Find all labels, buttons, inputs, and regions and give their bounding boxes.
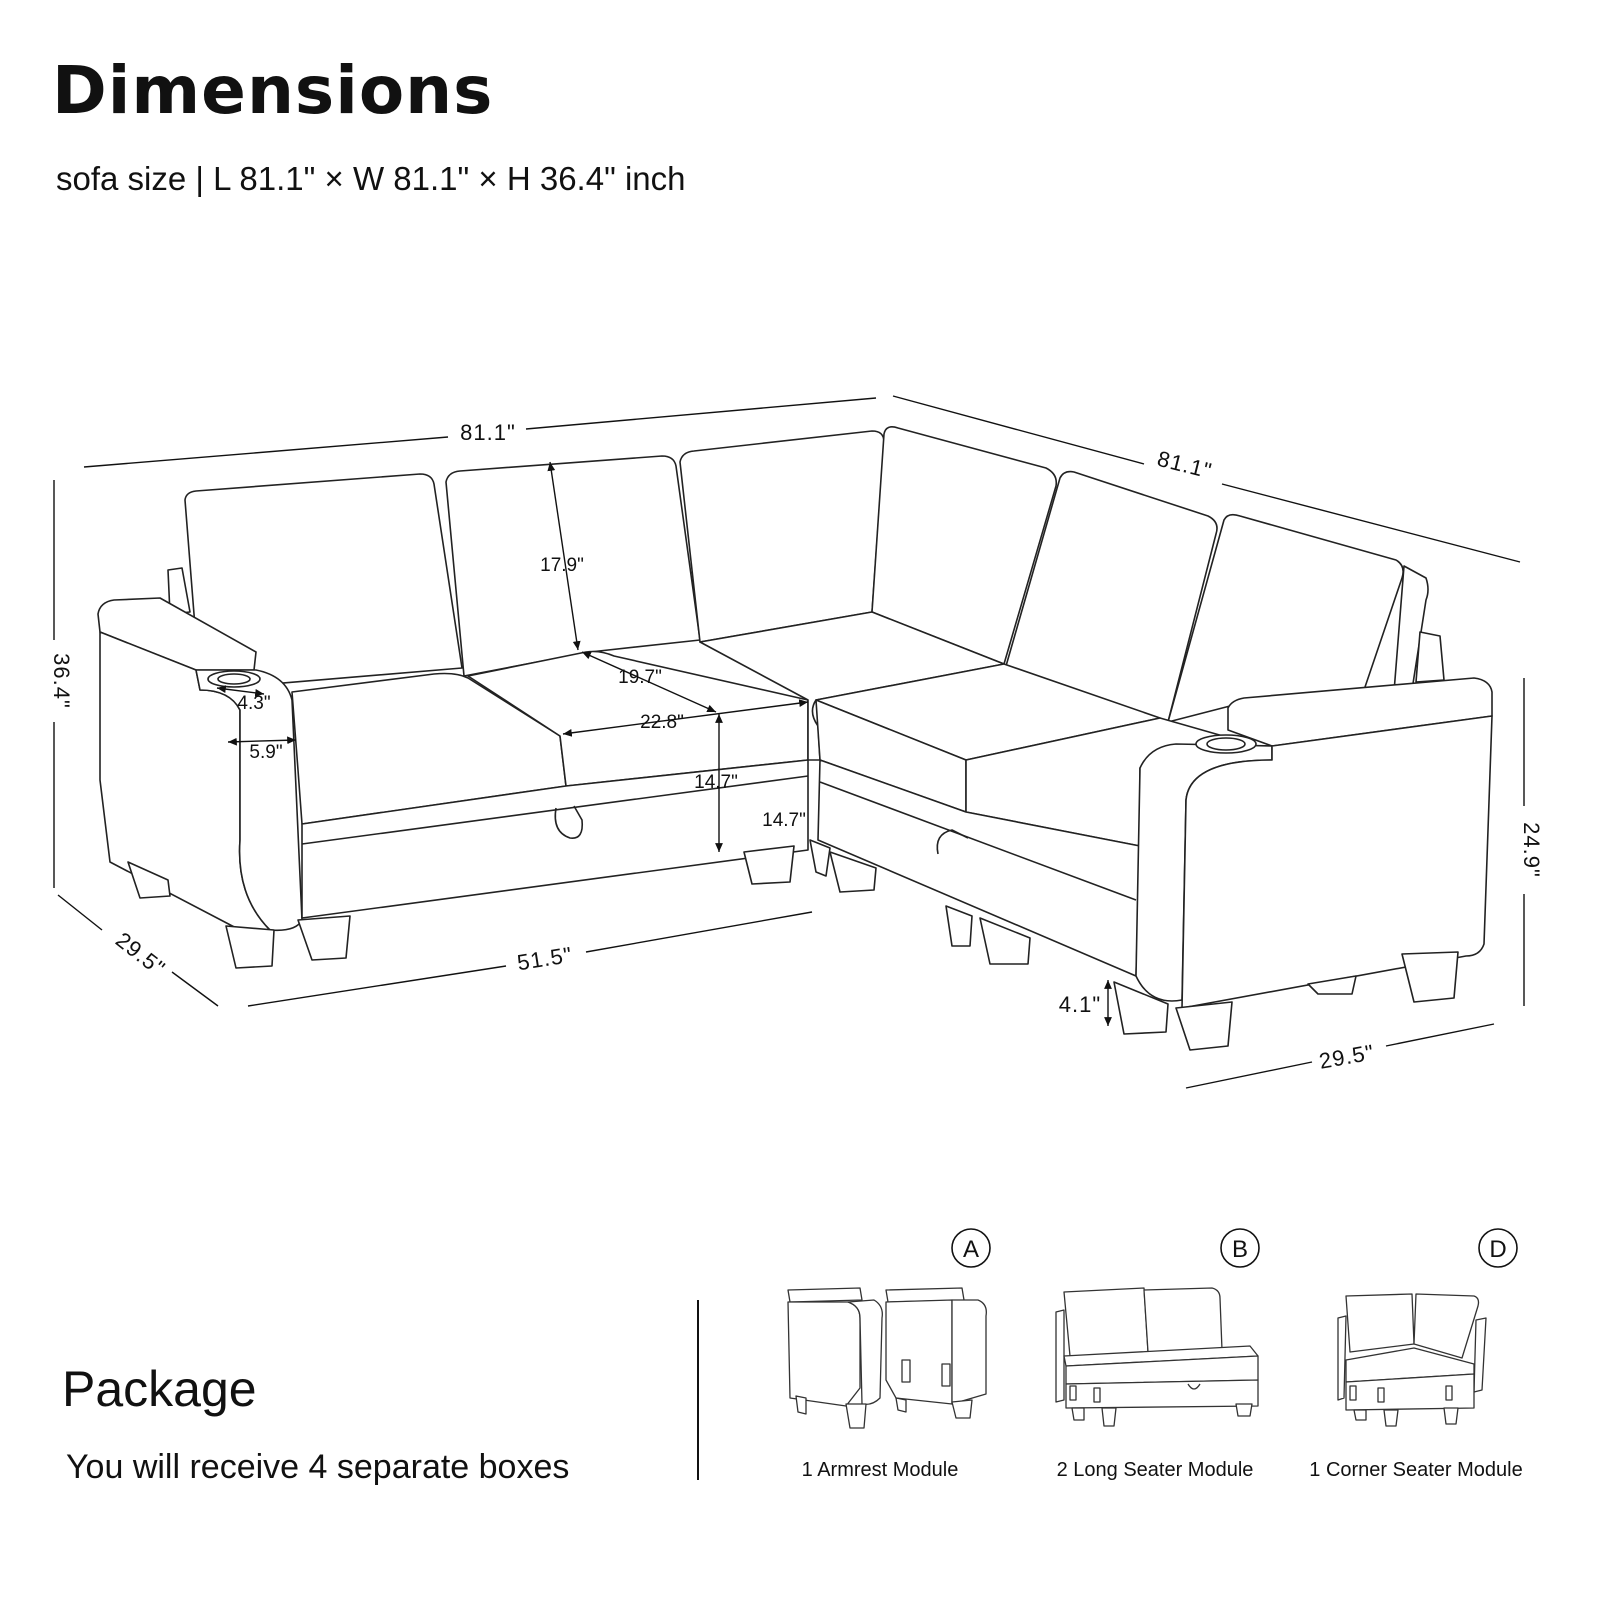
armrest-module-illustration [788, 1288, 986, 1428]
back-cushion-3 [680, 431, 884, 642]
sectional-sofa-outline [98, 427, 1492, 1050]
long-seater-module-illustration [1056, 1288, 1258, 1426]
package-subtitle: You will receive 4 separate boxes [66, 1448, 570, 1486]
sofa-size-subtitle: sofa size | L 81.1" × W 81.1" × H 36.4" inch [56, 160, 686, 197]
module-label-corner-seater: 1 Corner Seater Module [1309, 1459, 1523, 1481]
package-divider [697, 1300, 699, 1480]
badge-d-letter: D [1489, 1236, 1507, 1263]
leg [946, 906, 972, 946]
dim-right-arm-height: 24.9" [1519, 822, 1544, 878]
leg [744, 846, 794, 884]
dim-top-left-length: 81.1" [460, 420, 516, 445]
dim-seat-height-front: 14.7" [762, 810, 806, 831]
leg [226, 926, 274, 968]
corner-seater-module-illustration [1338, 1294, 1486, 1426]
dim-cup-holder: 4.3" [237, 693, 271, 714]
leg [1176, 1002, 1232, 1050]
right-arm-back [1416, 632, 1444, 682]
leg [298, 916, 350, 960]
dim-seat-width: 22.8" [640, 712, 684, 733]
leg [810, 840, 830, 876]
dim-total-height: 36.4" [49, 653, 74, 709]
leg [1402, 952, 1458, 1002]
module-label-long-seater: 2 Long Seater Module [1056, 1459, 1254, 1481]
dim-left-depth: 29.5" [110, 927, 171, 982]
dim-seat-height-inner: 14.7" [694, 772, 738, 793]
dim-front-length: 51.5" [515, 941, 575, 976]
dim-leg-height: 4.1" [1058, 992, 1102, 1017]
dim-right-depth: 29.5" [1317, 1039, 1377, 1074]
page-title: Dimensions [52, 52, 494, 129]
badge-a-letter: A [962, 1236, 980, 1263]
badge-b-letter: B [1231, 1236, 1249, 1263]
dim-seat-depth: 19.7" [618, 667, 662, 688]
dim-top-right-length: 81.1" [1154, 445, 1215, 484]
module-label-armrest: 1 Armrest Module [801, 1459, 959, 1481]
dim-armrest-width: 5.9" [249, 742, 283, 763]
package-title: Package [62, 1361, 257, 1417]
dim-back-cushion-height: 17.9" [540, 555, 584, 576]
